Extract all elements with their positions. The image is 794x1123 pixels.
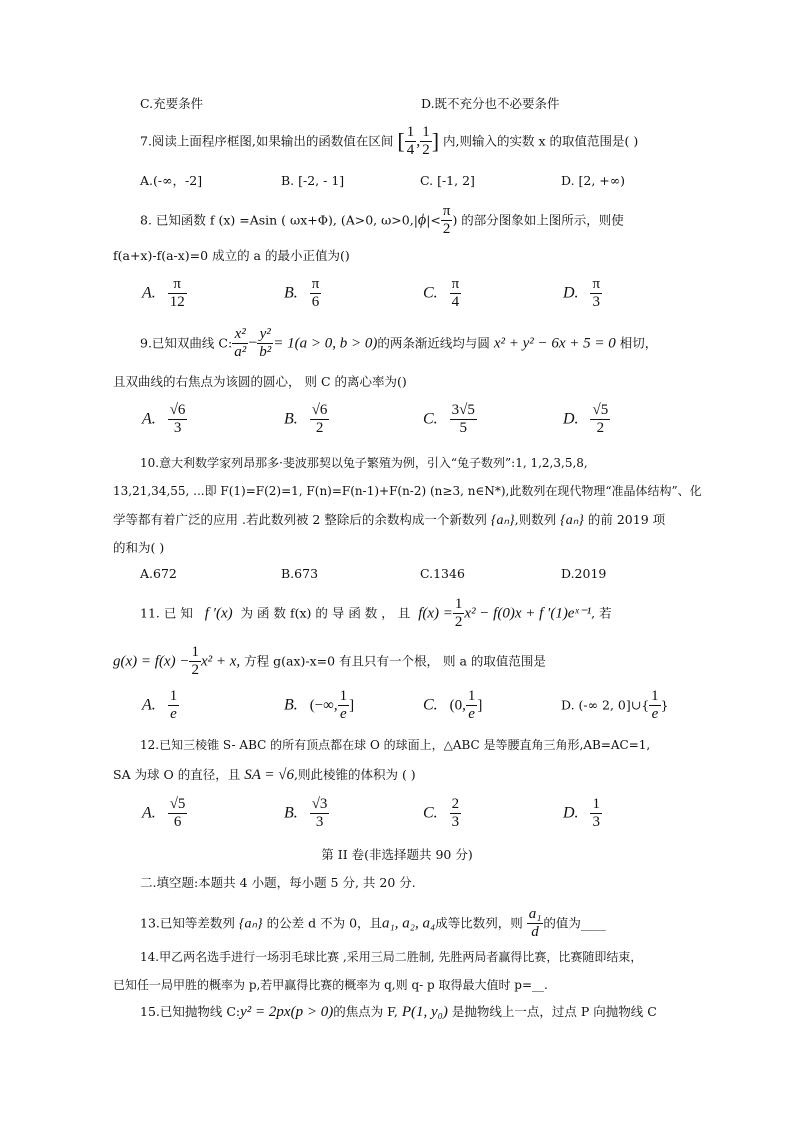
q12-option-b: B. $\frac{√3}{3}$ — [284, 796, 328, 831]
q9-fraction-x2-a2: $\frac{\text{x²}}{\text{a²}}$ — [234, 326, 247, 361]
q7-bracket-left: [ — [397, 128, 405, 154]
q8-option-b: B. $\frac{\pi}{6}$ — [284, 276, 320, 311]
q15-stem: 15.已知抛物线 C:y² = 2px(p > 0)的焦点为 F, P(1, y₀) 是抛物线上一点，过点 P 向抛物线 C — [140, 1004, 657, 1020]
q7-fraction-1: $\frac{1}{4}$ — [406, 124, 415, 159]
q11-option-b: B. (−∞, $\frac{1}{e}$ ] — [284, 688, 355, 723]
q9-option-b: B. $\frac{√6}{2}$ — [284, 402, 328, 437]
q8-option-a: A. $\frac{\pi}{12}$ — [142, 276, 185, 311]
q9-stem-line2: 且双曲线的右焦点为该圆的圆心， 则 C 的离心率为() — [113, 374, 407, 389]
q12-option-c: C. $\frac{2}{3}$ — [423, 796, 460, 831]
q10-stem-line1: 10.意大利数学家列昂那多·斐波那契以兔子繁殖为例，引入“兔子数列”:1, 1,2,3,5,8, — [140, 456, 588, 470]
q7-option-c: C. [-1, 2] — [420, 173, 475, 188]
q10-stem-line3: 学等都有着广泛的应用 .若此数列被 2 整除后的余数构成一个新数列 {aₙ},则数列 {aₙ} 的前 2019 项 — [113, 512, 666, 528]
q8-stem-line1: 8. 已知函数 f (x) =Asin ( ωx+Φ), (A>0, ω>0,|ϕ|< $\frac{\pi}{2}$ ) 的部分图象如上图所示，则使 — [140, 203, 624, 238]
q9-option-a: A. $\frac{√6}{3}$ — [142, 402, 186, 437]
q7-option-d: D. [2, +∞) — [561, 173, 626, 188]
q9-option-c: C. $\frac{3√5}{5}$ — [423, 402, 475, 437]
q7-fraction-2: $\frac{1}{2}$ — [422, 124, 430, 159]
q9-stem-line1: 9.已知双曲线 C: $\frac{\text{x²}}{\text{a²}}$ − $\frac{\text{y²}}{\text{b²}}$ = 1(a > 0, b > 0)的两条渐近线均与圆 x² + y² − 6x + 5 = 0 相切， — [140, 326, 658, 361]
q7-bracket-right: ] — [431, 128, 440, 154]
q11-option-a: A. $\frac{1}{e}$ — [142, 688, 178, 723]
q11-option-d: D. (-∞ 2, 0]∪{ $\frac{1}{e}$ } — [561, 688, 669, 723]
section-title: 第 II 卷(非选择题共 90 分) — [321, 847, 473, 862]
q8-stem-line2: f(a+x)-f(a-x)=0 成立的 a 的最小正值为() — [113, 248, 350, 263]
q9-option-d: D. $\frac{√5}{2}$ — [563, 402, 609, 437]
q11-stem-line1: 11. 已 知 f ′(x) 为 函 数 f(x) 的 导 函 数 ， 且 f(x) = $\frac{1}{2}$ x² − f(0)x + f ′(1)eˣ⁻¹, 若 — [140, 596, 612, 631]
q6-option-c: C.充要条件 — [140, 96, 204, 111]
q8-option-d: D. $\frac{\pi}{3}$ — [563, 276, 601, 311]
q8-fraction-pi-2: $\frac{\pi}{2}$ — [442, 203, 451, 238]
q14-stem-line2: 已知任一局甲胜的概率为 p,若甲赢得比赛的概率为 q,则 q- p 取得最大值时 p=__. — [113, 978, 548, 992]
q11-stem-line2: g(x) = f(x) − $\frac{1}{2}$ x² + x, 方程 g(ax)-x=0 有且只有一个根， 则 a 的取值范围是 — [113, 644, 546, 679]
q7-stem-tail: 内,则输入的实数 x 的取值范围是( ) — [443, 133, 639, 149]
q7-stem: 7.阅读上面程序框图,如果输出的函数值在区间 [ $\frac{1}{4}$ , $\frac{1}{2}$ ] 内,则输入的实数 x 的取值范围是( ) — [140, 124, 639, 159]
q10-option-b: B.673 — [281, 566, 319, 581]
q7-option-b: B. [-2, - 1] — [281, 173, 345, 188]
q9-fraction-y2-b2: $\frac{\text{y²}}{\text{b²}}$ — [259, 326, 272, 361]
q13-stem: 13.已知等差数列 {aₙ} 的公差 d 不为 0，且a₁, a₂, a₄成等比数列，则 $\frac{\text{a₁}}{d}$ 的值为____ — [140, 906, 606, 941]
q12-option-a: A. $\frac{√5}{6}$ — [142, 796, 186, 831]
q7-stem-text: 7.阅读上面程序框图,如果输出的函数值在区间 — [140, 133, 394, 149]
q6-option-d: D.既不充分也不必要条件 — [421, 96, 560, 111]
q14-stem-line1: 14.甲乙两名选手进行一场羽毛球比赛 ,采用三局二胜制, 先胜两局者赢得比赛，比赛随即结束， — [140, 950, 643, 964]
q12-stem-line2: SA 为球 O 的直径，且 SA = √6,则此棱锥的体积为 ( ) — [113, 767, 416, 783]
q10-option-a: A.672 — [140, 566, 177, 581]
q10-option-c: C.1346 — [420, 566, 465, 581]
q12-option-d: D. $\frac{1}{3}$ — [563, 796, 600, 831]
q10-stem-line2: 13,21,34,55, ...即 F(1)=F(2)=1, F(n)=F(n-1)+F(n-2) (n≥3, n∈N*),此数列在现代物理“准晶体结构”、化 — [113, 484, 702, 498]
q12-stem-line1: 12.已知三棱锥 S- ABC 的所有顶点都在球 O 的球面上，△ABC 是等腰直角三角形,AB=AC=1, — [140, 738, 651, 752]
fill-in-instructions: 二.填空题:本题共 4 小题，每小题 5 分, 共 20 分. — [140, 875, 416, 890]
q8-option-c: C. $\frac{\pi}{4}$ — [423, 276, 460, 311]
q7-option-a: A.(-∞，-2] — [140, 173, 203, 188]
q11-option-c: C. (0, $\frac{1}{e}$ ] — [423, 688, 483, 723]
q10-option-d: D.2019 — [561, 566, 607, 581]
q10-stem-line4: 的和为( ) — [113, 540, 165, 555]
